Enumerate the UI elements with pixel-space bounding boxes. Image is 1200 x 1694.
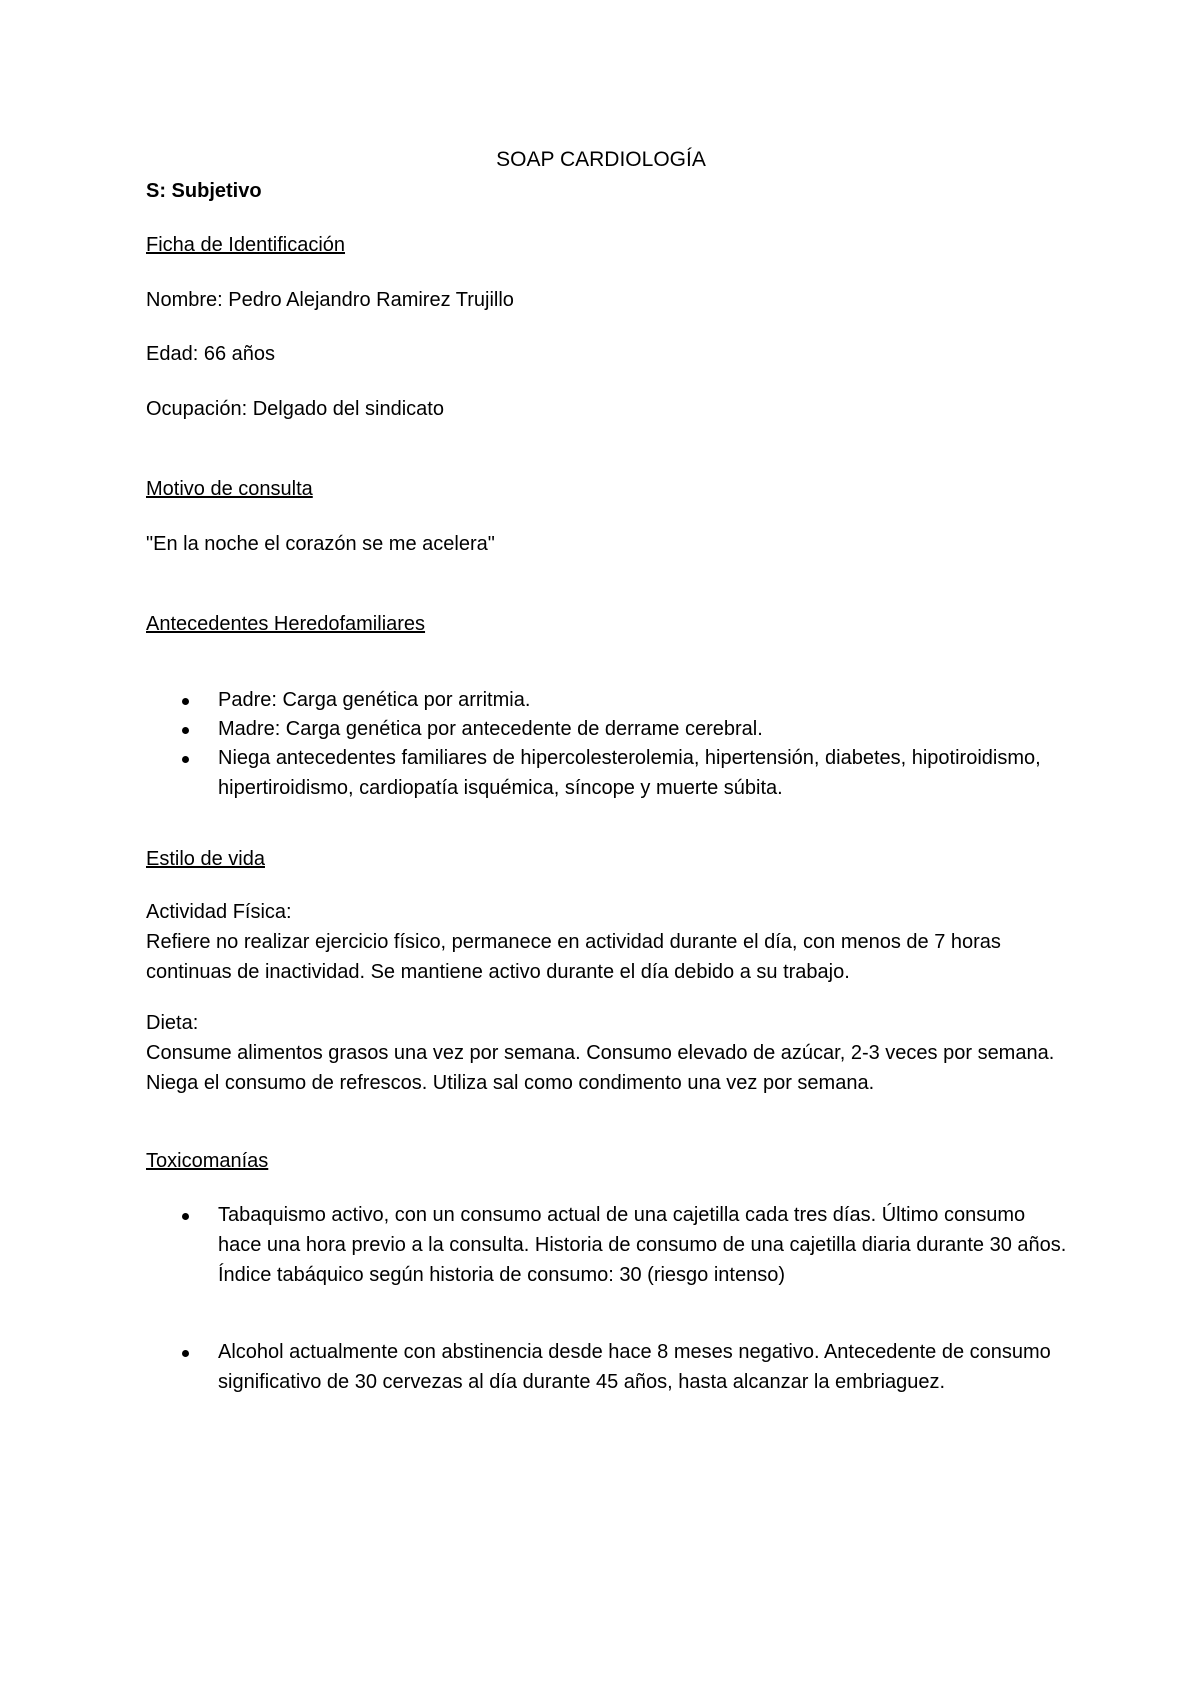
heredo-item: Niega antecedentes familiares de hipercolesterolemia, hipertensión, diabetes, hipotiroidismo, hipertiroidismo, cardiopatía isquémica, síncope y muerte súbita. (218, 747, 1041, 799)
motivo-heading: Motivo de consulta (146, 478, 313, 500)
bullet-icon (182, 1350, 189, 1357)
toxico-heading: Toxicomanías (146, 1150, 269, 1172)
dieta-label: Dieta: (146, 1012, 199, 1034)
estilo-heading: Estilo de vida (146, 848, 265, 870)
nombre-field: Nombre: Pedro Alejandro Ramirez Trujillo (146, 289, 514, 311)
actividad-text: Refiere no realizar ejercicio físico, permanece en actividad durante el día, con menos de 7 horas continuas de inactividad. Se mantiene activo durante el día debido a su trabajo. (146, 931, 1001, 983)
toxico-item: Tabaquismo activo, con un consumo actual de una cajetilla cada tres días. Último consumo hace una hora previo a la consulta. Historia de consumo de una cajetilla diaria durante 30 años. Índice tabáquico según historia de consumo: 30 (riesgo intenso) (218, 1204, 1067, 1286)
ficha-heading: Ficha de Identificación (146, 234, 346, 256)
ocupacion-field: Ocupación: Delgado del sindicato (146, 398, 444, 420)
document-title: SOAP CARDIOLOGÍA (496, 148, 706, 171)
bullet-icon (182, 698, 189, 705)
bullet-icon (182, 727, 189, 734)
bullet-icon (182, 756, 189, 763)
motivo-text: "En la noche el corazón se me acelera" (146, 533, 495, 555)
toxico-item: Alcohol actualmente con abstinencia desde hace 8 meses negativo. Antecedente de consumo significativo de 30 cervezas al día durante 45 años, hasta alcanzar la embriaguez. (218, 1341, 1051, 1393)
actividad-label: Actividad Física: (146, 901, 292, 923)
bullet-icon (182, 1213, 189, 1220)
heredo-item: Madre: Carga genética por antecedente de derrame cerebral. (218, 718, 763, 740)
dieta-text: Consume alimentos grasos una vez por semana. Consumo elevado de azúcar, 2-3 veces por semana. Niega el consumo de refrescos. Utiliza sal como condimento una vez por semana. (146, 1042, 1055, 1094)
heredo-heading: Antecedentes Heredofamiliares (146, 613, 426, 635)
edad-field: Edad: 66 años (146, 343, 275, 365)
section-subjetivo-heading: S: Subjetivo (146, 180, 262, 202)
heredo-item: Padre: Carga genética por arritmia. (218, 689, 531, 711)
